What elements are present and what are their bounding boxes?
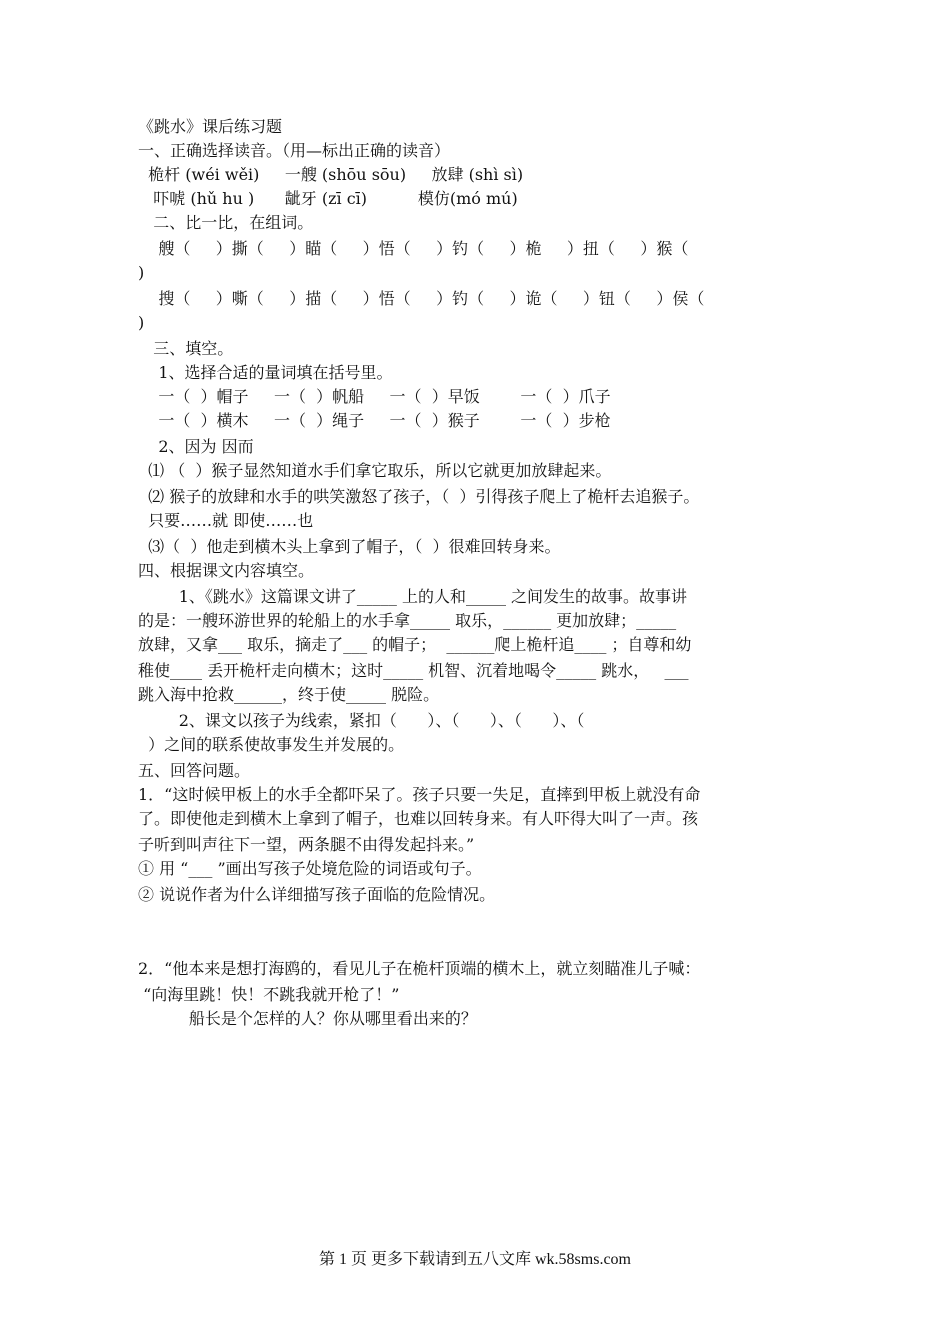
section-5-q1-line-2: 了。即使他走到横木上拿到了帽子，也难以回转身来。有人吓得大叫了一声。孩 [138,809,699,828]
section-2-heading: 二、比一比，在组词。 [138,213,314,232]
section-5-q1-part-b: ② 说说作者为什么详细描写孩子面临的危险情况。 [138,885,496,904]
section-1-heading: 一、正确选择读音。（用—标出正确的读音） [138,141,451,160]
section-3-question-2: 2、因为 因而 [138,437,254,456]
section-5-q2-line-3: 船长是个怎样的人？你从哪里看出来的？ [138,1009,477,1028]
page-title: 《跳水》课后练习题 [138,117,283,136]
section-3-heading: 三、填空。 [138,339,234,358]
section-3-q3-sentence-3: ⑶（ ）他走到横木头上拿到了帽子，（ ）很难回转身来。 [138,537,561,556]
section-4-heading: 四、根据课文内容填空。 [138,561,315,580]
section-3-q1-row-2: 一（ ）横木 一（ ）绳子 一（ ）猴子 一（ ）步枪 [138,411,611,430]
section-2-row-2: 搜（ ）嘶（ ）描（ ）悟（ ）钓（ ）诡（ ）钮（ ）侯（ [138,289,705,308]
section-4-para-1-line-4: 稚使____ 丢开桅杆走向横木；这时_____ 机智、沉着地喝令_____ 跳水， ___ [138,661,689,680]
page-footer: 第 1 页 更多下载请到五八文库 wk.58sms.com [318,1251,631,1268]
section-3-q1-row-1: 一（ ）帽子 一（ ）帆船 一（ ）早饭 一（ ）爪子 [138,387,611,406]
section-3-q2-sentence-2: ⑵ 猴子的放肆和水手的哄笑激怒了孩子，（ ）引得孩子爬上了桅杆去追猴子。 [138,487,700,506]
section-5-q2-line-1: 2．“他本来是想打海鸥的，看见儿子在桅杆顶端的横木上，就立刻瞄准儿子喊： [138,959,701,978]
section-3-question-1: 1、选择合适的量词填在括号里。 [138,363,393,382]
section-1-row-2: 吓唬 (hǔ hu ) 龇牙 (zī cī) 模仿(mó mú) [138,189,518,208]
section-5-heading: 五、回答问题。 [138,761,251,780]
section-4-para-1-line-3: 放肆，又拿___ 取乐，摘走了___ 的帽子； ______爬上桅杆追____ ；自尊和幼 [138,635,692,654]
section-3-question-3: 只要……就 即使……也 [138,511,314,530]
section-4-para-2-line-1: 2、课文以孩子为线索，紧扣（ ）、（ ）、（ ）、（ [138,711,585,730]
section-5-q1-line-3: 子听到叫声往下一望，两条腿不由得发起抖来。” [138,835,475,854]
section-4-para-1-line-5: 跳入海中抢救______，终于使_____ 脱险。 [138,685,440,704]
section-5-q1-part-a: ① 用 “___ ”画出写孩子处境危险的词语或句子。 [138,859,482,878]
section-1-row-1: 桅杆 (wéi wěi) 一艘 (shōu sōu) 放肆 (shì sì) [138,165,524,184]
section-5-q2-line-2: “向海里跳！快！不跳我就开枪了！” [138,985,400,1004]
section-3-q2-sentence-1: ⑴ （ ）猴子显然知道水手们拿它取乐，所以它就更加放肆起来。 [138,461,612,480]
section-2-row-1-tail: ) [138,263,145,282]
section-2-row-2-tail: ) [138,313,145,332]
section-4-para-1-line-2: 的是：一艘环游世界的轮船上的水手拿_____ 取乐，______ 更加放肆；_____ [138,611,677,630]
section-4-para-1-line-1: 1、《跳水》这篇课文讲了_____ 上的人和_____ 之间发生的故事。故事讲 [138,587,688,606]
section-5-q1-line-1: 1．“这时候甲板上的水手全都吓呆了。孩子只要一失足，直摔到甲板上就没有命 [138,785,701,804]
section-4-para-2-line-2: ）之间的联系使故事发生并发展的。 [138,735,405,754]
section-2-row-1: 艘（ ）撕（ ）瞄（ ）悟（ ）钓（ ）桅 ）扭（ ）猴（ [138,239,689,258]
